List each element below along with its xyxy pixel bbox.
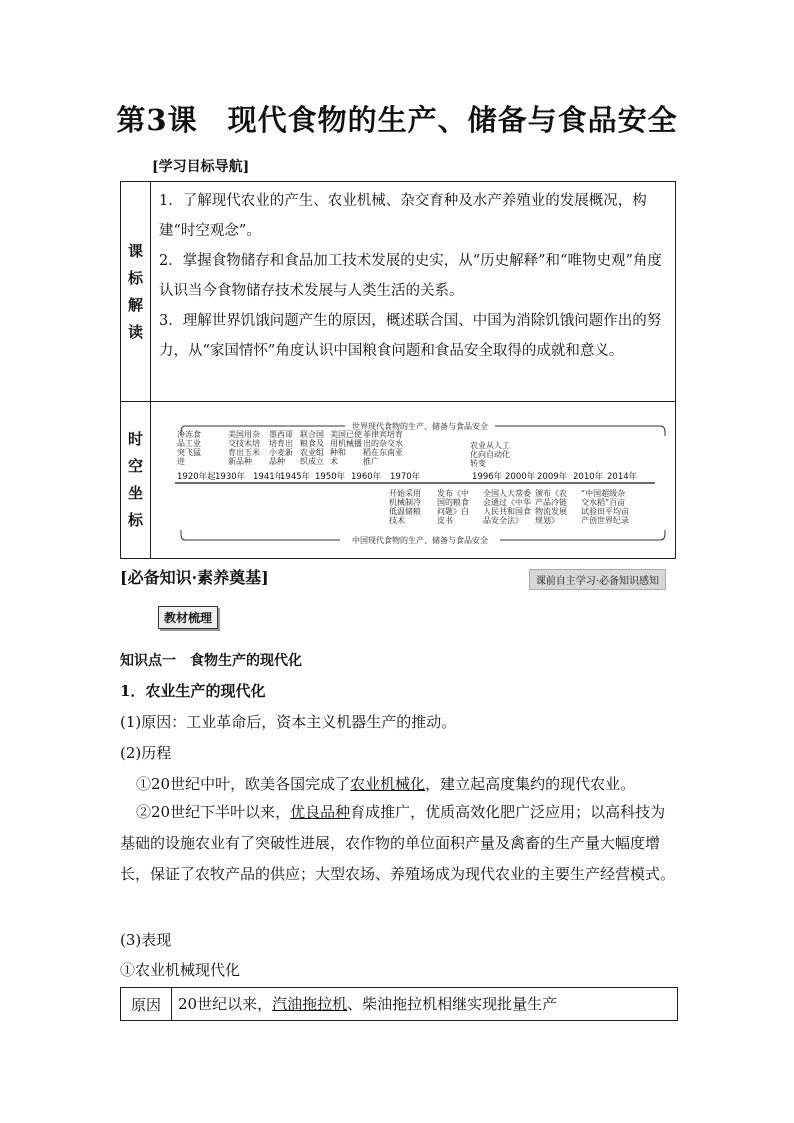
knowledge-point-heading: 知识点一 食物生产的现代化 [120,653,302,669]
section-tag: 课前自主学习·必备知识感知 [529,569,666,590]
china-event-line: 交水稻”百亩 [581,498,626,507]
timeline-year: 2000年 [505,472,536,482]
history-point-2: ②20世纪下半叶以来，优良品种育成推广，优质高效化肥广泛应用；以高科技为基础的设施农业有了突破性进展，农作物的单位面积产量及禽畜的生产量大幅度增长，保证了农牧产品的供应；大型农场、养殖场成为现代农业的主要生产经营模式。 [120,803,676,883]
reason-line: (1)原因：工业革命后，资本主义机器生产的推动。 [120,713,457,731]
world-event-line: 推广 [363,457,379,466]
world-event-line: 稻在东南亚 [363,448,403,457]
china-event [483,488,531,525]
subheading-agriculture: 1．农业生产的现代化 [120,682,266,700]
world-event-line: 小麦新 [269,448,293,457]
timeline-side-label: 时 空 坐 标 [121,402,151,558]
world-event-line: 菲律宾培育 [363,430,403,439]
china-event-line: 规划》 [535,516,559,525]
material-review-label: 教材梳理 [158,606,218,629]
timeline-year: 2014年 [607,472,638,482]
china-event-line: 技术 [389,516,405,525]
china-event-line: 机械制冷 [389,498,421,507]
objective-item: 2．掌握食物储存和食品加工技术发展的史实，从“历史解释”和“唯物史观”角度认识当今食物储存技术发展与人类生活的关系。 [159,253,662,299]
china-event-line: 国的粮食 [437,498,469,507]
objective-item: 3．理解世界饥饿问题产生的原因，概述联合国、中国为消除饥饿问题作出的努力，从“家国情怀”角度认识中国粮食问题和食品安全取得的成就和意义。 [159,313,662,359]
page-title: 第3课 现代食物的生产、储备与食品安全 [116,103,678,137]
world-event-line: 突飞猛 [177,448,201,457]
timeline-year: 1941年 [253,472,284,482]
objectives-list [159,186,667,366]
mechanization-heading: ①农业机械现代化 [120,961,241,979]
objective-item: 1．了解现代农业的产生、农业机械、杂交育种及水产养殖业的发展概况，构建“时空观念”。 [159,193,647,239]
world-event-line: 培育出 [269,439,293,448]
world-event-line: 进 [177,457,185,466]
curriculum-side-label: 课 标 解 读 [121,182,151,401]
china-event-line: 开始采用 [389,489,421,498]
world-event-line: 育出玉米 [228,448,260,457]
cause-text: 20世纪以来，汽油拖拉机、柴油拖拉机相继实现批量生产 [178,995,558,1013]
world-event-line: 品工业 [177,439,201,448]
world-event-line: 联合国 [300,430,324,439]
world-event-line: 美国已使 [330,430,362,439]
world-event-line: 交技术培 [228,439,260,448]
china-event [535,488,567,525]
china-event-line: 试验田平均亩 [581,507,629,516]
world-event-line: 用机械播 [330,439,362,448]
china-event-line: 人民共和国食 [483,507,531,516]
china-event-line: 产创世界纪录 [581,516,629,525]
section-title: [必备知识·素养奠基] [120,568,269,587]
timeline-year: 1950年 [315,472,346,482]
world-event-line: 化向自动化 [470,450,510,459]
timeline-year: 1930年 [215,472,246,482]
cause-table [120,987,678,1021]
china-event-line: 品安全法》 [483,516,523,525]
world-event-line: 农业从人工 [470,441,510,450]
china-event-line: 会通过《中华 [483,498,531,507]
timeline-year: 1996年 [472,472,503,482]
china-timeline-title: 中国现代食物的生产、储备与食品安全 [352,536,488,545]
history-point-1: ①20世纪中叶，欧美各国完成了农业机械化，建立起高度集约的现代农业。 [136,775,636,793]
world-event [470,440,510,468]
china-event [437,488,469,525]
china-event-line: 问题》白 [437,507,469,516]
world-event-line: 新品种 [228,457,252,466]
objectives-table [120,181,676,559]
china-event-line: “中国超级杂 [581,489,626,498]
learning-goals-label: [学习目标导航] [152,159,250,175]
world-event-line: 术 [330,457,338,466]
timeline-year: 1960年 [351,472,382,482]
world-event [363,429,403,466]
world-event-line: 美国用杂 [228,430,260,439]
world-event-line: 织成立 [300,457,324,466]
keyword-fine-breeds: 优良品种 [290,803,351,821]
china-event-line: 物流发展 [535,507,567,516]
china-event-line: 全国人大常委 [483,489,531,498]
world-event-line: 冷冻食 [177,430,201,439]
world-event [177,429,201,466]
performance-heading: (3)表现 [120,931,172,949]
timeline-row [121,402,675,558]
china-event [581,488,629,525]
timeline-year: 1945年 [280,472,311,482]
world-event [228,429,260,466]
china-event-line: 皮书 [437,516,453,525]
curriculum-row [121,182,675,402]
timeline-diagram [155,402,673,558]
world-timeline-title: 世界现代食物的生产、储备与食品安全 [352,422,488,431]
china-event [389,488,421,525]
world-event [300,429,324,466]
world-event-line: 出的杂交水 [363,439,403,448]
world-event-line: 品种 [269,457,285,466]
world-event-line: 转变 [470,459,486,468]
world-event-line: 墨西哥 [269,430,293,439]
cause-label: 原因 [121,988,172,1020]
timeline-year: 2009年 [537,472,568,482]
world-event-line: 种和 [330,448,346,457]
keyword-mechanization: 农业机械化 [350,775,426,793]
world-event [269,429,293,466]
china-event-line: 发布《中 [437,489,469,498]
timeline-svg [155,402,673,558]
world-event-line: 粮食及 [300,439,324,448]
world-event-line: 农业组 [300,448,324,457]
keyword-gasoline-tractor: 汽油拖拉机 [272,995,348,1013]
history-heading: (2)历程 [120,744,172,762]
world-event [330,429,362,466]
china-event-line: 低温储粮 [389,507,421,516]
timeline-year: 1970年 [390,472,421,482]
section-header [120,565,676,589]
timeline-year: 2010年 [573,472,604,482]
timeline-year: 1920年起 [177,472,216,482]
china-event-line: 产品冷链 [535,498,567,507]
china-event-line: 颁布《农 [535,489,567,498]
